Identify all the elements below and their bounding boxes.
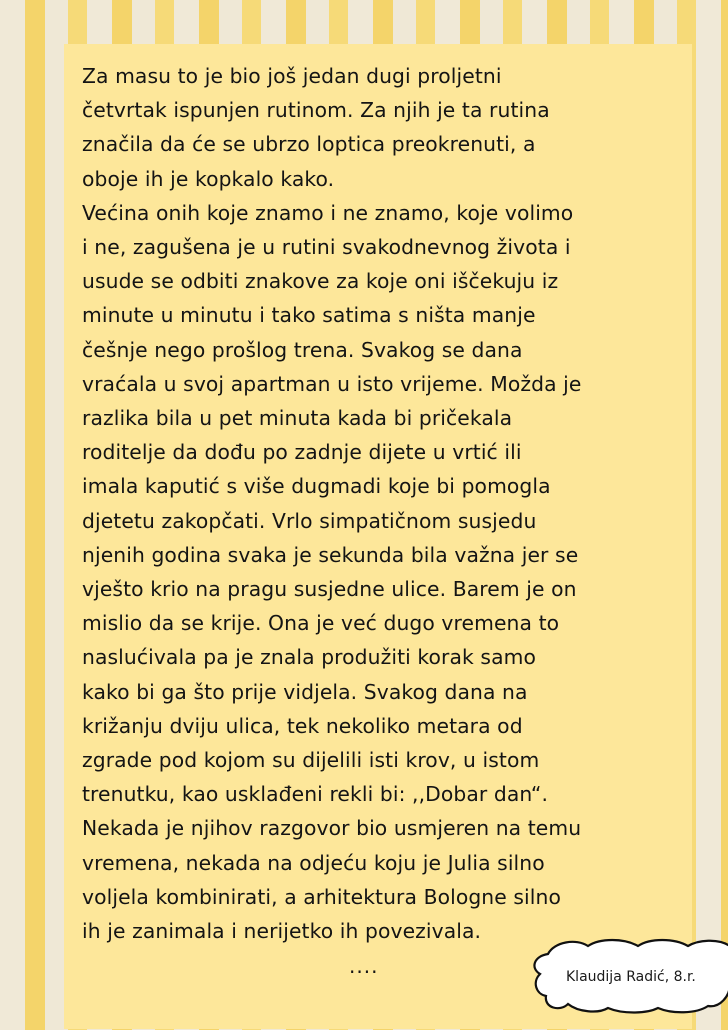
story-line: minute u minutu i tako satima s ništa manje	[82, 303, 536, 328]
story-line: zgrade pod kojom su dijelili isti krov, u istom	[82, 748, 540, 773]
story-line: naslućivala pa je znala produžiti korak samo	[82, 645, 536, 670]
story-line: kako bi ga što prije vidjela. Svakog dana na	[82, 679, 528, 704]
ellipsis: ....	[349, 954, 379, 978]
author-signature: Klaudija Radić, 8.r.	[566, 969, 696, 985]
story-line: češnje nego prošlog trena. Svakog se dana	[82, 337, 523, 362]
story-line: značila da će se ubrzo loptica preokrenuti, a	[82, 132, 536, 157]
story-line: njenih godina svaka je sekunda bila važna jer se	[82, 542, 579, 567]
story-line: Većina onih koje znamo i ne znamo, koje volimo	[82, 200, 574, 225]
story-line: vješto krio na pragu susjedne ulice. Barem je on	[82, 577, 577, 602]
story-line: oboje ih je kopkalo kako.	[82, 166, 335, 191]
story-line: razlika bila u pet minuta kada bi pričekala	[82, 406, 513, 431]
story-line: usude se odbiti znakove za koje oni iščekuju iz	[82, 269, 559, 294]
story-line: četvrtak ispunjen rutinom. Za njih je ta rutina	[82, 98, 550, 123]
story-line: trenutku, kao usklađeni rekli bi: ,,Dobar dan“.	[82, 782, 548, 807]
story-line: vraćala u svoj apartman u isto vrijeme. Možda je	[82, 371, 582, 396]
story-line: Za masu to je bio još jedan dugi proljetni	[82, 64, 502, 88]
story-line: vremena, nekada na odjeću koju je Julia silno	[82, 850, 545, 875]
story-text	[82, 59, 672, 948]
story-line: križanju dviju ulica, tek nekoliko metara od	[82, 713, 523, 738]
story-line: imala kaputić s više dugmadi koje bi pomogla	[82, 474, 551, 499]
story-line: djetetu zakopčati. Vrlo simpatičnom susjedu	[82, 508, 537, 533]
story-line: mislio da se krije. Ona je već dugo vremena to	[82, 611, 560, 636]
signature-badge	[526, 934, 728, 1020]
story-line: roditelje da dođu po zadnje dijete u vrtić ili	[82, 440, 522, 465]
story-line: Nekada je njihov razgovor bio usmjeren na temu	[82, 816, 582, 841]
story-line: i ne, zagušena je u rutini svakodnevnog života i	[82, 235, 571, 260]
story-line: voljela kombinirati, a arhitektura Bologne silno	[82, 884, 561, 909]
story-line: ih je zanimala i nerijetko ih povezivala.	[82, 919, 482, 944]
